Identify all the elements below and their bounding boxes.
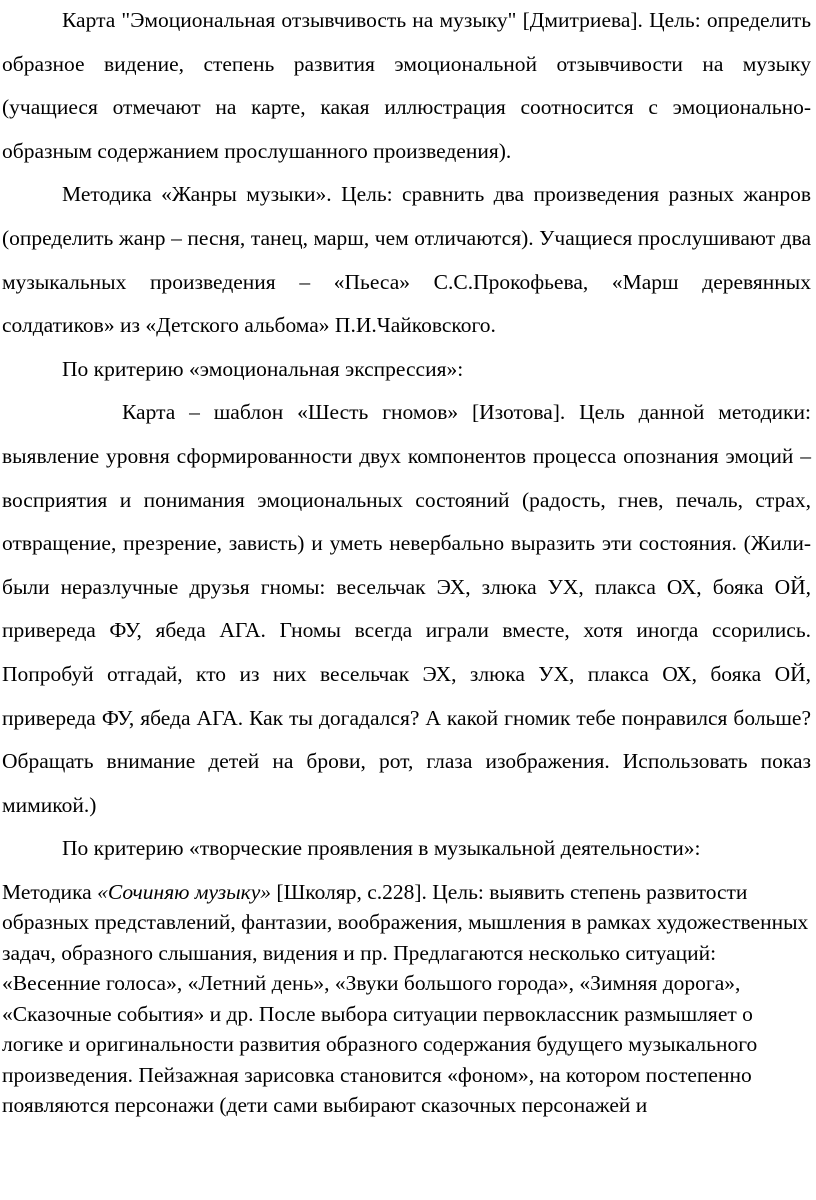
paragraph-compose-music-method	[0, 877, 816, 1121]
method-title: «Сочиняю музыку»	[97, 879, 272, 904]
method-body: [Школяр, с.228]. Цель: выявить степень развитости образных представлений, фантазии, воображения, мышления в рамках художественных задач, образного слышания, видения и пр. Предлагаются несколько ситуаций: «Весенние голоса», «Летний день», «Звуки большого города», «Зимняя дорога», «Сказочные события» и др. После выбора ситуации первоклассник размышляет о логике и оригинальности развития образного содержания будущего музыкального произведения. Пейзажная зарисовка становится «фоном», на котором постепенно появляются персонажи (дети сами выбирают сказочных персонажей и	[2, 879, 809, 1118]
paragraph-emotional-response-card: Карта "Эмоциональная отзывчивость на музыку" [Дмитриева]. Цель: определить образное видение, степень развития эмоциональной отзывчивости на музыку (учащиеся отмечают на карте, какая иллюстрация соотносится с эмоционально-образным содержанием прослушанного произведения).	[2, 8, 811, 163]
paragraph-criterion-emotional-expression: По критерию «эмоциональная экспрессия»:	[62, 356, 464, 381]
method-prefix: Методика	[2, 879, 98, 904]
paragraph-six-gnomes-card: Карта – шаблон «Шесть гномов» [Изотова]. Цель данной методики: выявление уровня сформированности двух компонентов процесса опознания эмоций – восприятия и понимания эмоциональных состояний (радость, гнев, печаль, страх, отвращение, презрение, зависть) и уметь невербально выразить эти состояния. (Жили-были неразлучные друзья гномы: весельчак ЭХ, злюка УХ, плакса ОХ, бояка ОЙ, привереда ФУ, ябеда АГА. Гномы всегда играли вместе, хотя иногда ссорились. Попробуй отгадай, кто из них весельчак ЭХ, злюка УХ, плакса ОХ, бояка ОЙ, привереда ФУ, ябеда АГА. Как ты догадался? А какой гномик тебе понравился больше? Обращать внимание детей на брови, рот, глаза изображения. Использовать показ мимикой.)	[2, 400, 811, 817]
paragraph-music-genres-method: Методика «Жанры музыки». Цель: сравнить два произведения разных жанров (определить жанр – песня, танец, марш, чем отличаются). Учащиеся прослушивают два музыкальных произведения – «Пьеса» С.С.Прокофьева, «Марш деревянных солдатиков» из «Детского альбома» П.И.Чайковского.	[2, 182, 811, 338]
paragraph-criterion-creative: По критерию «творческие проявления в музыкальной деятельности»:	[62, 836, 701, 861]
